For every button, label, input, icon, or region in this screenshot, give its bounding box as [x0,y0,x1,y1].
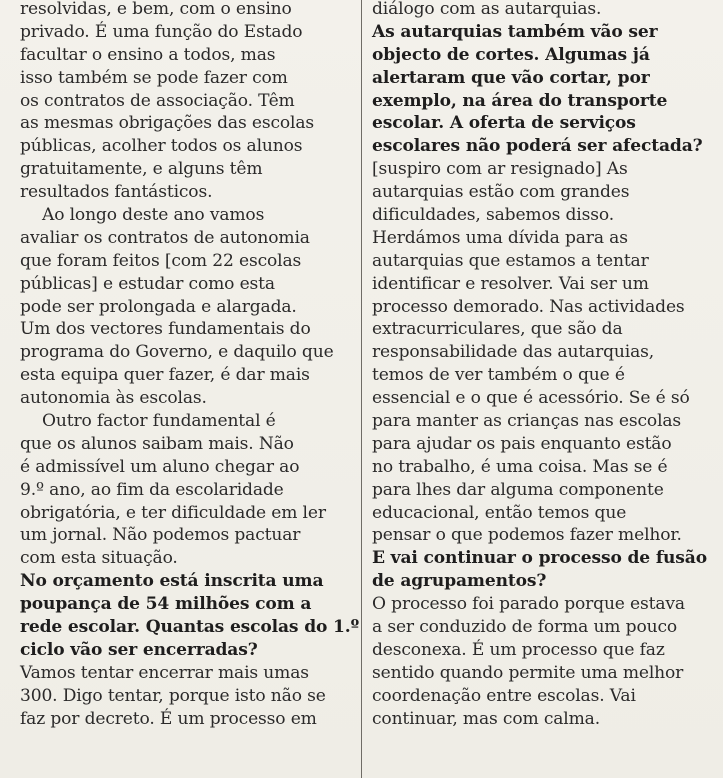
text-line: autarquias estão com grandes [372,182,630,203]
text-line: que os alunos saibam mais. Não [20,433,294,454]
text-line: pode ser prolongada e alargada. [20,296,297,317]
text-line: educacional, então temos que [372,502,627,523]
text-line: 300. Digo tentar, porque isto não se [20,685,326,706]
text-line: programa do Governo, e daquilo que [20,342,334,363]
text-line: no trabalho, é uma coisa. Mas se é [372,456,668,477]
text-line: privado. É uma função do Estado [20,21,303,42]
question-line: exemplo, na área do transporte [372,90,668,111]
text-line: que foram feitos [com 22 escolas [20,250,302,271]
question-line: E vai continuar o processo de fusão [372,548,707,569]
text-line: para manter as crianças nas escolas [372,411,682,432]
text-line: extracurriculares, que são da [372,319,623,340]
text-line: obrigatória, e ter dificuldade em ler [20,502,326,523]
text-line: O processo foi parado porque estava [372,594,685,615]
text-line: para ajudar os pais enquanto estão [372,433,672,454]
question-line: As autarquias também vão ser [372,21,658,42]
text-line: sentido quando permite uma melhor [372,662,684,683]
question-line: escolar. A oferta de serviços [372,113,636,134]
text-line: para lhes dar alguma componente [372,479,664,500]
text-line: Um dos vectores fundamentais do [20,319,311,340]
text-line: Outro factor fundamental é [42,411,276,432]
text-line: facultar o ensino a todos, mas [20,44,276,65]
text-line: diálogo com as autarquias. [372,0,602,19]
text-line: continuar, mas com calma. [372,708,601,729]
text-line: desconexa. É um processo que faz [372,639,665,660]
text-line: faz por decreto. É um processo em [20,708,317,729]
text-line: públicas] e estudar como esta [20,273,275,294]
text-line: responsabilidade das autarquias, [372,342,655,363]
text-line: públicas, acolher todos os alunos [20,136,303,157]
text-line: Ao longo deste ano vamos [42,205,265,226]
text-line: resultados fantásticos. [20,182,213,203]
article-column-right [372,0,717,731]
text-line: com esta situação. [20,548,178,569]
question-line: de agrupamentos? [372,571,547,592]
question-line: rede escolar. Quantas escolas do 1.º [20,617,359,638]
question-line: poupança de 54 milhões com a [20,594,312,615]
question-line: escolares não poderá ser afectada? [372,136,703,157]
text-line: dificuldades, sabemos disso. [372,205,614,226]
text-line: autarquias que estamos a tentar [372,250,649,271]
question-line: ciclo vão ser encerradas? [20,639,258,660]
text-line: as mesmas obrigações das escolas [20,113,315,134]
text-line: processo demorado. Nas actividades [372,296,685,317]
text-line: a ser conduzido de forma um pouco [372,617,678,638]
text-line: esta equipa quer fazer, é dar mais [20,365,310,386]
column-divider [361,0,362,778]
text-line: temos de ver também o que é [372,365,625,386]
text-line: avaliar os contratos de autonomia [20,227,310,248]
text-line: coordenação entre escolas. Vai [372,685,636,706]
text-line: Herdámos uma dívida para as [372,227,628,248]
text-line: essencial e o que é acessório. Se é só [372,388,690,409]
article-column-left [20,0,358,731]
text-line: é admissível um aluno chegar ao [20,456,300,477]
text-line: pensar o que podemos fazer melhor. [372,525,682,546]
question-line: No orçamento está inscrita uma [20,571,324,592]
text-line: resolvidas, e bem, com o ensino [20,0,292,19]
text-line: gratuitamente, e alguns têm [20,159,263,180]
text-line: Vamos tentar encerrar mais umas [20,662,309,683]
text-line: 9.º ano, ao fim da escolaridade [20,479,284,500]
text-line: isso também se pode fazer com [20,67,288,88]
question-line: objecto de cortes. Algumas já [372,44,650,65]
text-line: um jornal. Não podemos pactuar [20,525,301,546]
text-line: identificar e resolver. Vai ser um [372,273,649,294]
text-line: [suspiro com ar resignado] As [372,159,628,180]
text-line: autonomia às escolas. [20,388,207,409]
text-line: os contratos de associação. Têm [20,90,295,111]
question-line: alertaram que vão cortar, por [372,67,650,88]
